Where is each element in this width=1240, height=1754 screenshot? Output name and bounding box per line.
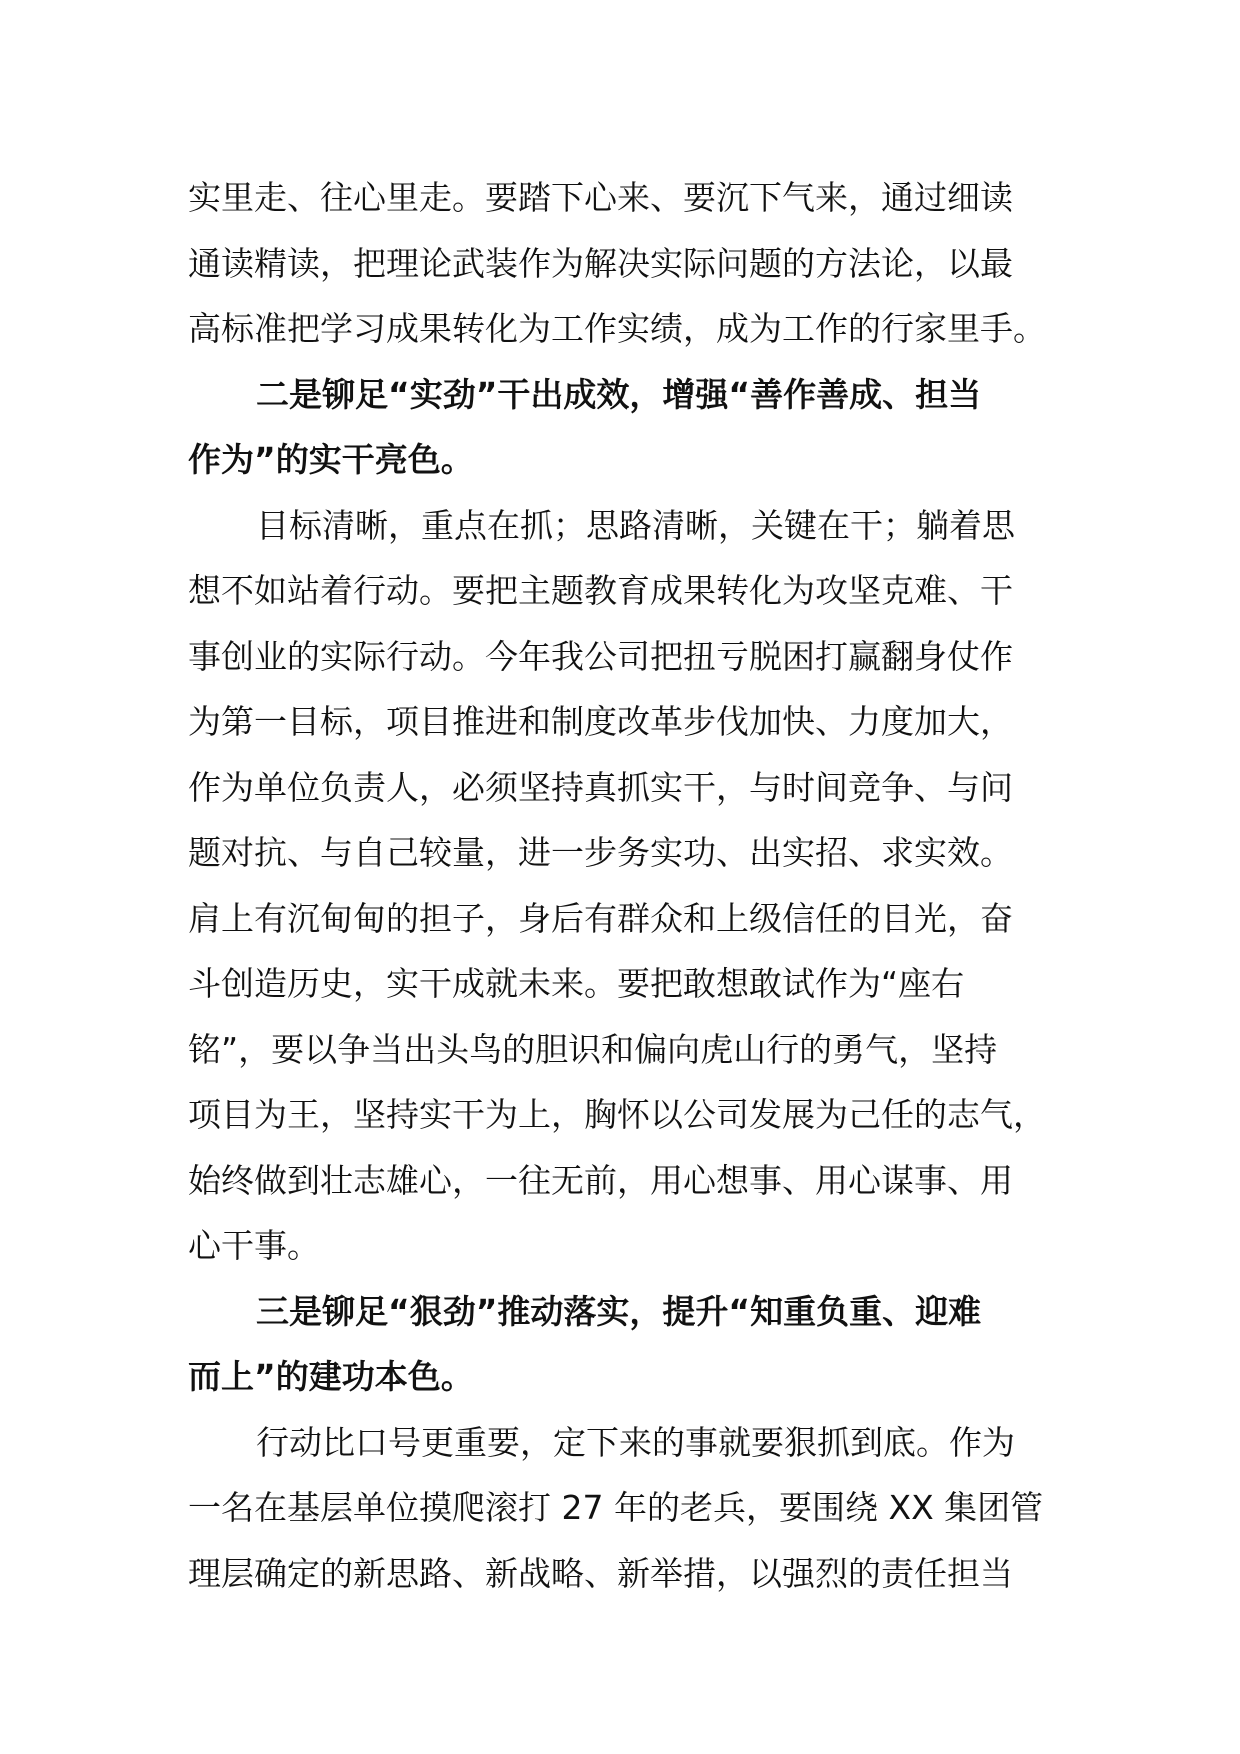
body-line: 为第一目标，项目推进和制度改革步伐加快、力度加大， xyxy=(188,702,1013,741)
section-heading-line: 三是铆足“狠劲”推动落实，提升“知重负重、迎难 xyxy=(256,1291,982,1331)
body-line: 始终做到壮志雄心，一往无前，用心想事、用心谋事、用 xyxy=(188,1160,1013,1200)
body-line: 实里走、往心里走。要踏下心来、要沉下气来，通过细读 xyxy=(188,178,1013,217)
body-line: 心干事。 xyxy=(188,1226,320,1265)
body-line: 一名在基层单位摸爬滚打 27 年的老兵，要围绕 XX 集团管 xyxy=(188,1488,1044,1527)
body-line: 作为单位负责人，必须坚持真抓实干，与时间竞争、与问 xyxy=(188,767,1013,807)
body-line: 肩上有沉甸甸的担子，身后有群众和上级信任的目光，奋 xyxy=(188,898,1013,938)
body-line: 通读精读，把理论武装作为解决实际问题的方法论，以最 xyxy=(188,243,1013,283)
body-line: 斗创造历史，实干成就未来。要把敢想敢试作为“座右 xyxy=(188,964,965,1003)
section-heading-line: 而上”的建功本色。 xyxy=(188,1357,474,1396)
body-line: 铭”，要以争当出头鸟的胆识和偏向虎山行的勇气，坚持 xyxy=(188,1029,998,1069)
body-line: 行动比口号更重要，定下来的事就要狠抓到底。作为 xyxy=(256,1422,1015,1462)
body-line: 想不如站着行动。要把主题教育成果转化为攻坚克难、干 xyxy=(188,571,1013,610)
body-line: 题对抗、与自己较量，进一步务实功、出实招、求实效。 xyxy=(188,833,1013,872)
body-line: 目标清晰，重点在抓；思路清晰，关键在干；躺着思 xyxy=(256,505,1015,545)
body-line: 项目为王，坚持实干为上，胸怀以公司发展为己任的志气， xyxy=(188,1095,1046,1134)
body-line: 高标准把学习成果转化为工作实绩，成为工作的行家里手。 xyxy=(188,309,1046,348)
body-line: 理层确定的新思路、新战略、新举措，以强烈的责任担当 xyxy=(188,1553,1013,1593)
section-heading-line: 二是铆足“实劲”干出成效，增强“善作善成、担当 xyxy=(256,374,982,414)
document-body xyxy=(188,165,1068,1606)
body-line: 事创业的实际行动。今年我公司把扭亏脱困打赢翻身仗作 xyxy=(188,636,1013,676)
section-heading-line: 作为”的实干亮色。 xyxy=(188,440,474,479)
